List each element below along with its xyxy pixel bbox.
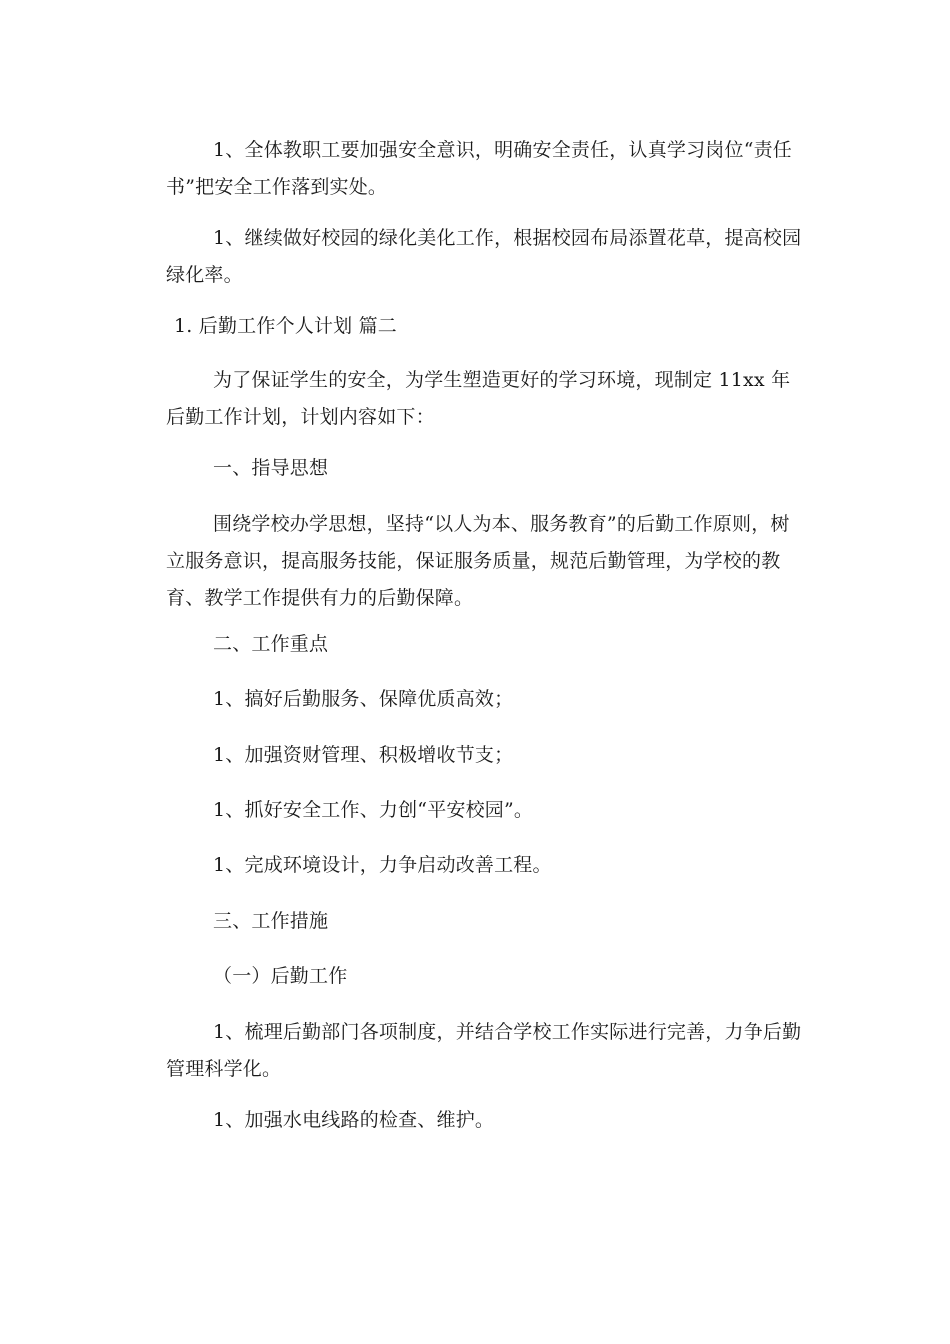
paragraph-safety-awareness: 1、全体教职工要加强安全意识，明确安全责任，认真学习岗位“责任书”把安全工作落到实处。 xyxy=(166,139,793,198)
list-item-finance-management: 1、加强资财管理、积极增收节支； xyxy=(213,744,514,766)
heading-work-focus: 二、工作重点 xyxy=(213,633,329,655)
heading-guiding-thought: 一、指导思想 xyxy=(213,457,329,479)
list-item-environment-design: 1、完成环境设计，力争启动改善工程。 xyxy=(213,854,552,876)
paragraph-system-review: 1、梳理后勤部门各项制度，并结合学校工作实际进行完善，力争后勤管理科学化。 xyxy=(166,1021,802,1080)
paragraph-circuit-maintenance: 1、加强水电线路的检查、维护。 xyxy=(213,1109,495,1131)
subheading-logistics-work: （一）后勤工作 xyxy=(213,965,348,987)
heading-work-measures: 三、工作措施 xyxy=(213,910,329,932)
paragraph-guiding-thought: 围绕学校办学思想，坚持“以人为本、服务教育”的后勤工作原则，树立服务意识，提高服务技能，保证服务质量，规范后勤管理，为学校的教育、教学工作提供有力的后勤保障。 xyxy=(166,513,790,609)
list-item-safety-work: 1、抓好安全工作、力创“平安校园”。 xyxy=(213,799,534,821)
list-item-logistics-service: 1、搞好后勤服务、保障优质高效； xyxy=(213,688,514,710)
paragraph-intro: 为了保证学生的安全，为学生塑造更好的学习环境，现制定 11xx 年后勤工作计划，计划内容如下： xyxy=(166,369,791,428)
section-title-part-two: 1. 后勤工作个人计划 篇二 xyxy=(174,315,398,337)
paragraph-greening: 1、继续做好校园的绿化美化工作，根据校园布局添置花草，提高校园绿化率。 xyxy=(166,227,802,286)
